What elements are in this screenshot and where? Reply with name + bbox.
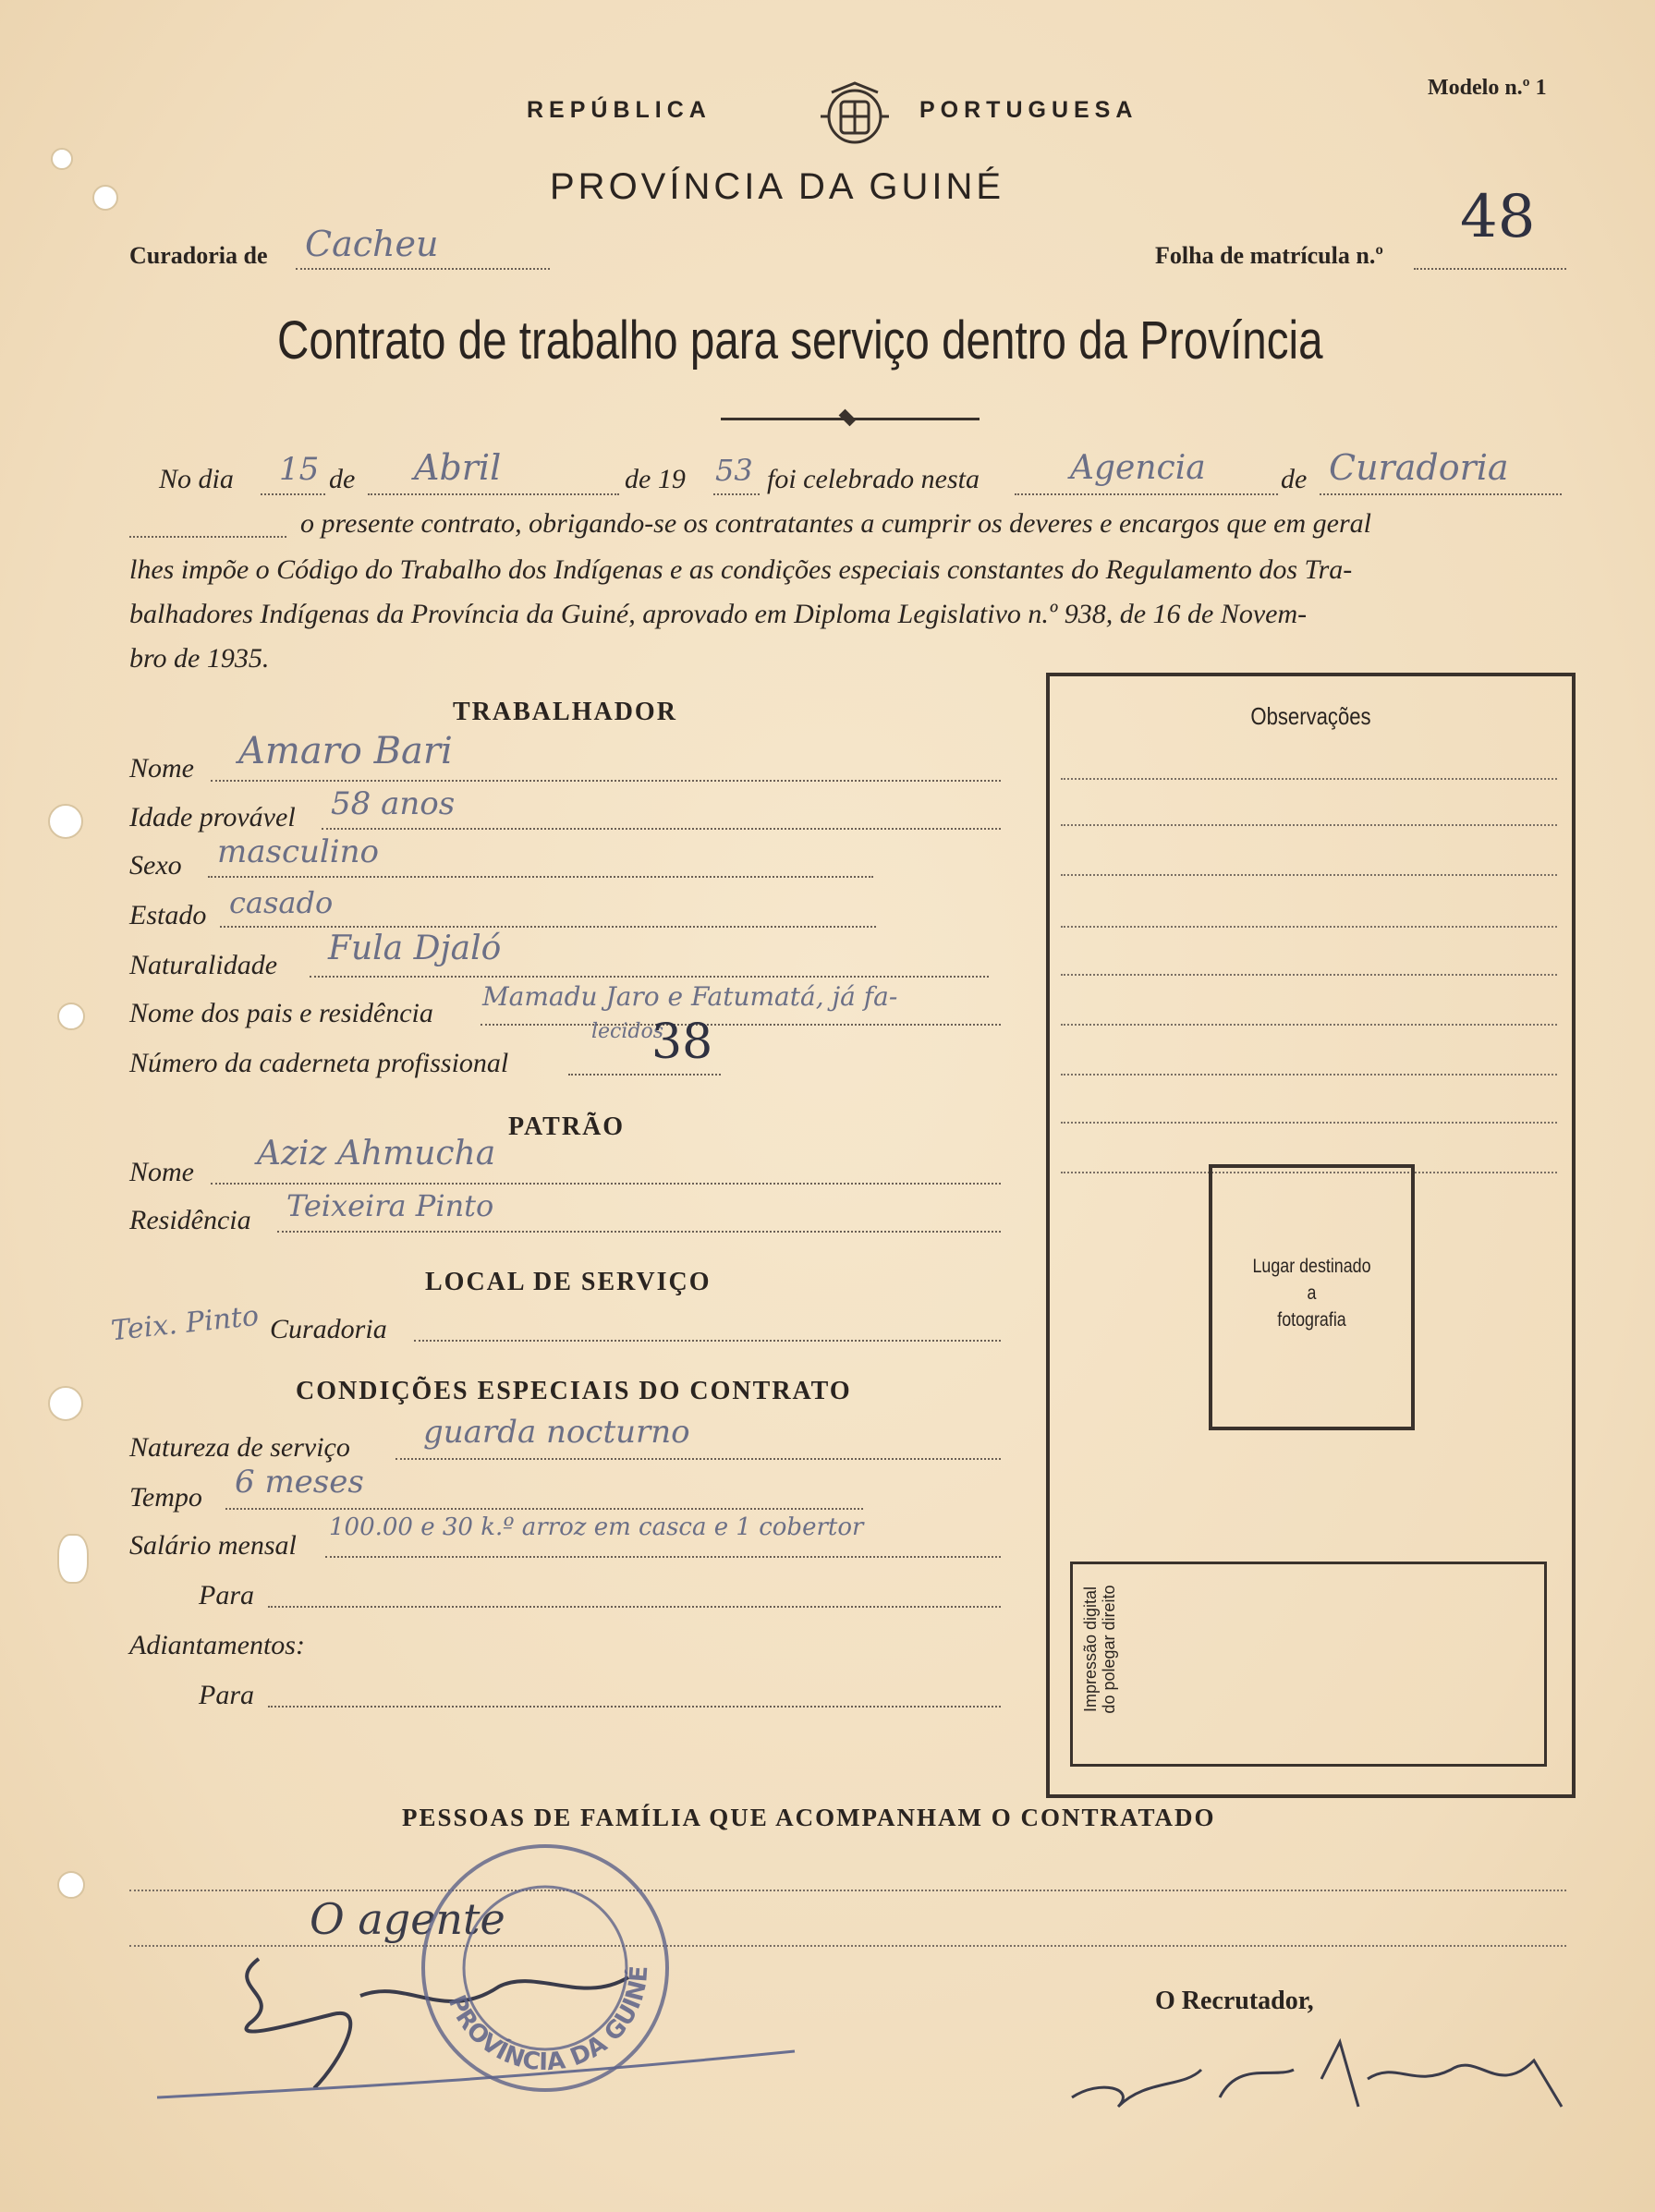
caderneta-label: Número da caderneta profissional (129, 1048, 509, 1078)
curadoria-value: Cacheu (305, 224, 439, 264)
punch-hole (57, 1871, 85, 1899)
year-field (713, 453, 760, 495)
local-curadoria-label: Curadoria (270, 1314, 387, 1344)
local-side-note: Teix. Pinto (109, 1299, 261, 1348)
thumbprint-box (1070, 1562, 1547, 1767)
photo-label-1: Lugar destinado (1252, 1256, 1371, 1277)
punch-hole (51, 148, 73, 170)
intro-line4: balhadores Indígenas da Província da Guiné, aprovado em Diploma Legislativo n.º 938, de 16 de Novem- (129, 599, 1308, 629)
day-field (261, 451, 325, 495)
photo-label (1227, 1253, 1396, 1333)
curadoria-field (296, 224, 550, 270)
trabalhador-nome-label: Nome (129, 753, 194, 784)
local-value: Agencia (1070, 449, 1206, 487)
naturalidade-label: Naturalidade (129, 950, 278, 980)
naturalidade-field (310, 930, 989, 978)
familia-line (129, 1890, 1566, 1891)
month-field (368, 447, 619, 495)
obs-line (1061, 926, 1557, 928)
recrutador-label: O Recrutador, (1155, 1987, 1314, 2015)
sexo-label: Sexo (129, 850, 182, 881)
intro-de1: de (329, 464, 356, 494)
naturalidade-value: Fula Djaló (328, 930, 502, 967)
adiantamentos-label: Adiantamentos: (129, 1630, 305, 1660)
residencia-value: Teixeira Pinto (286, 1188, 494, 1223)
pais-value: Mamadu Jaro e Fatumatá, já fa- (482, 981, 898, 1012)
local-heading: LOCAL DE SERVIÇO (425, 1268, 712, 1296)
salario-field (325, 1513, 1001, 1558)
condicoes-heading: CONDIÇÕES ESPECIAIS DO CONTRATO (296, 1377, 852, 1405)
salario-value: 100.00 e 30 k.º arroz em casca e 1 cobertor (329, 1513, 864, 1541)
provincia-title: PROVÍNCIA DA GUINÉ (550, 166, 1005, 207)
punch-hole (57, 1534, 89, 1584)
photo-box (1209, 1164, 1415, 1430)
photo-label-3: fotografia (1277, 1309, 1346, 1331)
pais-label: Nome dos pais e residência (129, 998, 433, 1028)
republica-right: PORTUGUESA (919, 97, 1138, 123)
tempo-value: 6 meses (235, 1464, 364, 1501)
patrao-nome-label: Nome (129, 1157, 194, 1187)
idade-label: Idade provável (129, 802, 296, 833)
thumb-label-2: do polegar direito (1100, 1585, 1118, 1714)
curadoria-label: Curadoria de (129, 242, 268, 269)
idade-field (322, 785, 1001, 830)
month-value: Abril (414, 447, 502, 488)
para1-label: Para (199, 1580, 254, 1610)
trabalhador-nome-value: Amaro Bari (238, 730, 453, 772)
tempo-label: Tempo (129, 1482, 202, 1513)
estado-value: casado (229, 885, 334, 920)
intro-foi: foi celebrado nesta (767, 464, 980, 494)
obs-line (1061, 1074, 1557, 1076)
obs-line (1061, 778, 1557, 780)
recrutador-signature (1063, 2024, 1617, 2134)
observacoes-box (1046, 673, 1576, 1798)
residencia-label: Residência (129, 1205, 251, 1235)
intro-line5: bro de 1935. (129, 643, 270, 674)
thumbprint-label (1081, 1562, 1118, 1737)
trabalhador-nome-field (211, 730, 1001, 782)
natureza-label: Natureza de serviço (129, 1432, 350, 1463)
local-field (1015, 449, 1278, 495)
intro-line2: o presente contrato, obrigando-se os contratantes a cumprir os deveres e encargos que em geral (300, 508, 1371, 539)
thumb-label-1: Impressão digital (1081, 1586, 1100, 1713)
folha-label: Folha de matrícula n.º (1155, 242, 1383, 269)
observacoes-heading: Observações (1250, 702, 1371, 730)
trabalhador-heading: TRABALHADOR (453, 698, 677, 726)
idade-value: 58 anos (331, 785, 456, 822)
stamp-text: PROVÍNCIA DA GUINÉ (442, 1964, 654, 2077)
salario-label: Salário mensal (129, 1530, 297, 1561)
sexo-field (208, 833, 873, 878)
punch-hole (57, 1003, 85, 1030)
intro-line3: lhes impõe o Código do Trabalho dos Indígenas e as condições especiais constantes do Regulamento dos Tra- (129, 554, 1353, 585)
intro-blank (129, 517, 286, 538)
obs-line (1061, 824, 1557, 826)
folha-field (1414, 183, 1566, 270)
intro-de2: de (1281, 464, 1308, 494)
sexo-value: masculino (217, 833, 380, 870)
divider-ornament (839, 409, 857, 427)
estado-label: Estado (129, 900, 207, 930)
estado-field (220, 885, 876, 928)
year-value: 53 (715, 453, 753, 488)
day-value: 15 (279, 451, 320, 488)
natureza-field (395, 1414, 1001, 1460)
para2-field (268, 1674, 1001, 1708)
residencia-field (277, 1188, 1001, 1233)
obs-line (1061, 874, 1557, 876)
official-stamp (407, 1829, 684, 2107)
local-curadoria-field (414, 1308, 1001, 1342)
obs-line (1061, 1122, 1557, 1124)
intro-de-year: de 19 (625, 464, 686, 494)
pais-value-2: lecidos (591, 1020, 664, 1043)
coat-of-arms-icon (813, 79, 896, 150)
modelo-number: Modelo n.º 1 (1428, 76, 1547, 100)
contract-title: Contrato de trabalho para serviço dentro da Província (277, 310, 1323, 371)
entity-field (1320, 447, 1562, 495)
punch-hole (48, 1386, 83, 1421)
punch-hole (48, 804, 83, 839)
natureza-value: guarda nocturno (423, 1414, 690, 1451)
patrao-nome-field (211, 1135, 1001, 1185)
punch-hole (92, 185, 118, 211)
patrao-nome-value: Aziz Ahmucha (257, 1135, 496, 1173)
tempo-field (225, 1464, 863, 1510)
agente-label: O agente (310, 1894, 505, 1944)
para1-field (268, 1574, 1001, 1608)
svg-text:PROVÍNCIA DA GUINÉ (443, 1964, 654, 2076)
intro-no-dia: No dia (159, 464, 234, 494)
familia-heading: PESSOAS DE FAMÍLIA QUE ACOMPANHAM O CONTRATADO (402, 1804, 1216, 1831)
caderneta-value: 38 (651, 1015, 713, 1070)
entity-value: Curadoria (1329, 447, 1509, 488)
republica-left: REPÚBLICA (527, 97, 712, 123)
para2-label: Para (199, 1680, 254, 1710)
obs-line (1061, 1024, 1557, 1026)
patrao-heading: PATRÃO (508, 1112, 626, 1141)
photo-label-2: a (1307, 1282, 1317, 1304)
obs-line (1061, 974, 1557, 976)
folha-value: 48 (1460, 183, 1536, 251)
